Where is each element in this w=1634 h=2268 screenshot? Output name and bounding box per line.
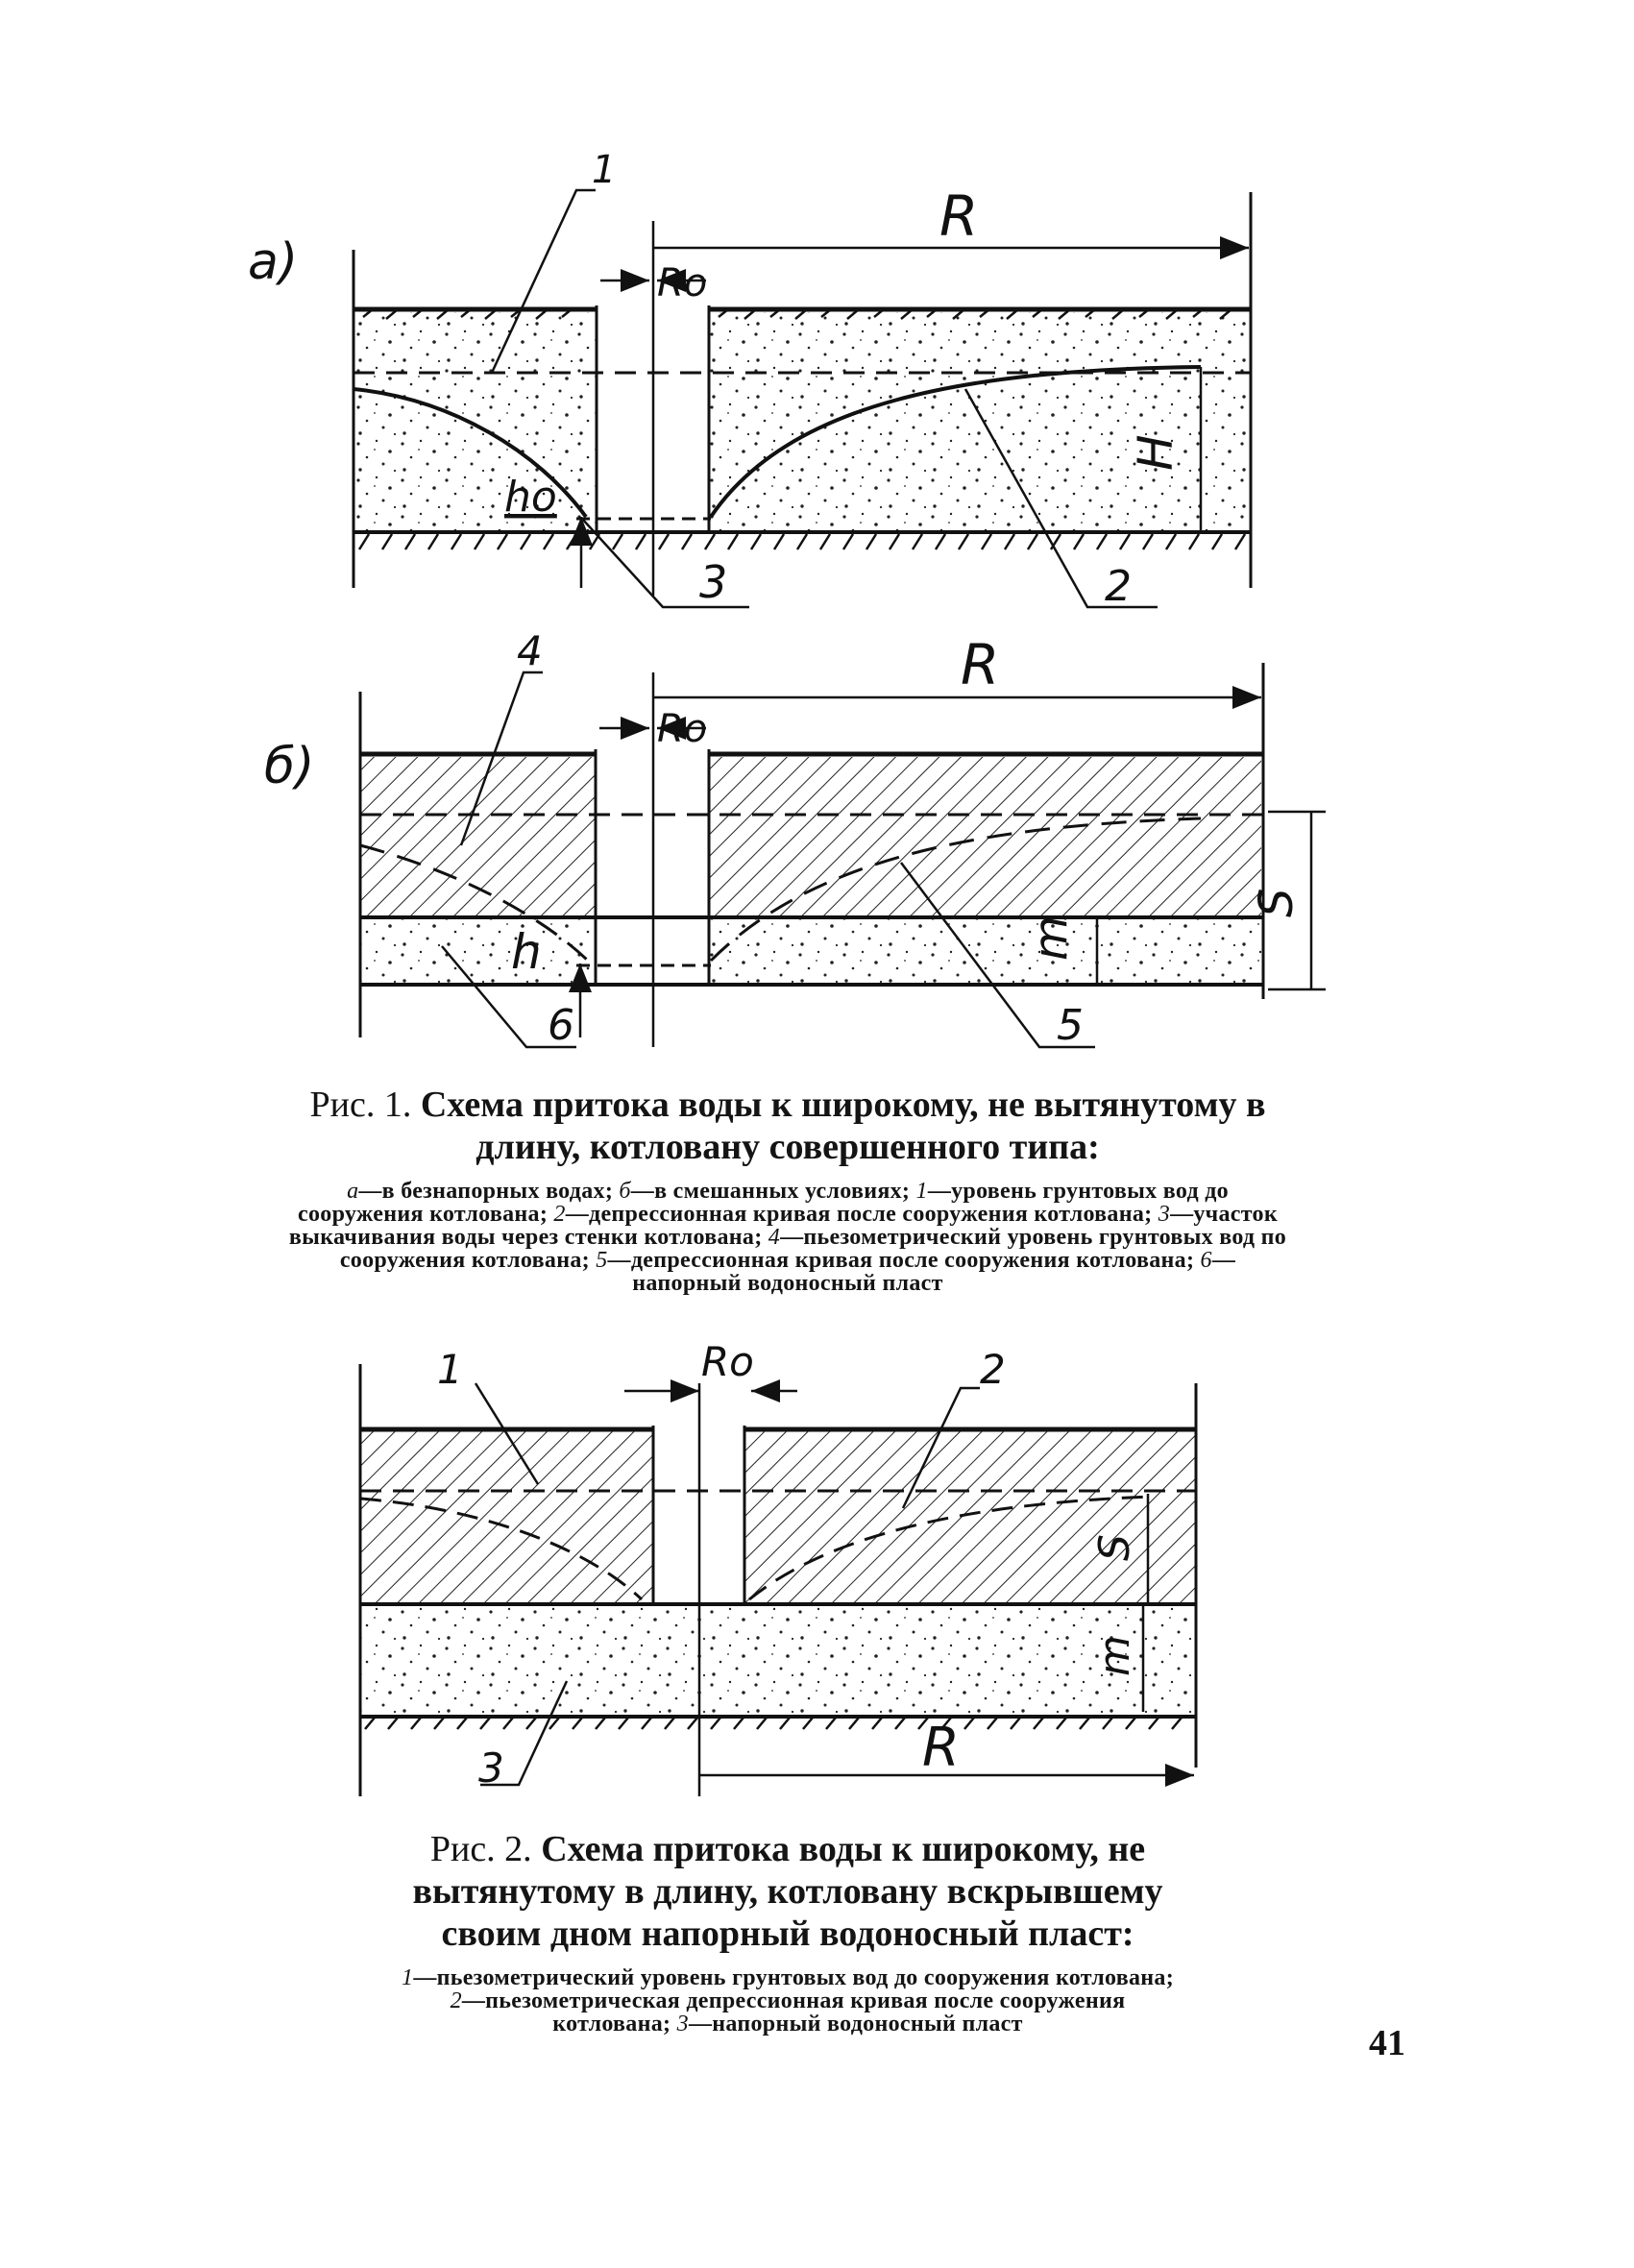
- label-4: 4: [517, 627, 543, 674]
- page-number: 41: [1369, 2023, 1405, 2063]
- sand-layer-right: [709, 312, 1247, 531]
- legend-text: —пьезометрическая депрессионная кривая после сооружения котлована;: [461, 1988, 1126, 2036]
- legend-key: 4: [768, 1225, 781, 1250]
- label-1: 1: [437, 1346, 463, 1393]
- figure2-caption-title: [394, 1828, 1182, 1955]
- figure1-caption-lead: Рис. 1.: [309, 1085, 412, 1125]
- label-Ro: Ro: [701, 1338, 754, 1385]
- label-1: 1: [592, 148, 617, 192]
- legend-key: б: [619, 1179, 631, 1204]
- legend-text: —пьезометрический уровень грунтовых вод по сооружения котлована;: [339, 1225, 1287, 1273]
- clay-layer-right: [744, 1431, 1196, 1604]
- figure1-caption: [288, 1084, 1287, 1295]
- figure1-panel-a: [248, 148, 1251, 611]
- legend-key: а: [347, 1179, 359, 1204]
- legend-text: —участок выкачивания воды через стенки котлована;: [288, 1202, 1278, 1250]
- label-h: h: [511, 924, 542, 980]
- legend-key: 2: [450, 1988, 462, 2013]
- label-R: R: [961, 632, 1000, 697]
- label-3: 3: [699, 556, 728, 608]
- legend-text: —напорный водоносный пласт: [632, 1248, 1236, 1296]
- label-ho: ho: [504, 473, 557, 522]
- legend-key: 5: [596, 1248, 608, 1273]
- legend-text: —в смешанных условиях;: [630, 1179, 916, 1204]
- label-S: S: [1090, 1534, 1139, 1561]
- label-R: R: [922, 1717, 960, 1779]
- legend-key: 3: [676, 2012, 689, 2036]
- label-Ro: Ro: [657, 707, 708, 751]
- label-5: 5: [1057, 1001, 1084, 1050]
- impervious-base-ticks: [365, 1718, 1182, 1729]
- label-2: 2: [980, 1346, 1006, 1393]
- label-m: m: [1090, 1635, 1139, 1676]
- figure2-drawing: [360, 1338, 1196, 1796]
- legend-text: —депрессионная кривая после сооружения котлована;: [607, 1248, 1201, 1273]
- legend-text: —пьезометрический уровень грунтовых вод до сооружения котлована;: [413, 1965, 1174, 1990]
- figure1-caption-title: [288, 1084, 1287, 1168]
- clay-layer-left: [360, 757, 596, 915]
- panel-b-tag: б): [264, 738, 315, 795]
- figure2-caption: [394, 1828, 1182, 2036]
- figure2-caption-lead: Рис. 2.: [429, 1829, 532, 1869]
- label-R: R: [939, 183, 979, 249]
- figure1-caption-text: Схема притока воды к широкому, не вытянутому в длину, котловану совершенного типа:: [420, 1085, 1266, 1167]
- label-Ro: Ro: [657, 261, 708, 305]
- label-S: S: [1250, 888, 1304, 917]
- confined-aquifer-left: [360, 917, 596, 985]
- sand-layer-left: [354, 312, 597, 531]
- impervious-base-ticks: [359, 534, 1245, 549]
- legend-text: —в безнапорных водах;: [358, 1179, 620, 1204]
- legend-text: —уровень грунтовых вод до сооружения котлована;: [298, 1179, 1229, 1227]
- label-m: m: [1024, 915, 1078, 961]
- panel-a-tag: а): [248, 233, 299, 291]
- clay-layer-right: [709, 757, 1261, 915]
- legend-key: 1: [402, 1965, 414, 1990]
- legend-text: —депрессионная кривая после сооружения котлована;: [565, 1202, 1158, 1227]
- figure1-panel-b: [264, 627, 1326, 1050]
- label-2: 2: [1105, 562, 1132, 611]
- legend-key: 3: [1158, 1202, 1171, 1227]
- legend-key: 6: [1200, 1248, 1212, 1273]
- label-6: 6: [548, 1001, 574, 1050]
- confined-aquifer: [360, 1606, 1196, 1717]
- figure2-caption-text: Схема притока воды к широкому, не вытянутому в длину, котловану вскрывшему своим дном напорный водоносный пласт:: [412, 1829, 1163, 1954]
- legend-text: —напорный водоносный пласт: [688, 2012, 1023, 2036]
- legend-key: 2: [553, 1202, 566, 1227]
- label-3: 3: [478, 1744, 504, 1792]
- label-H: H: [1128, 434, 1183, 471]
- clay-layer-left: [360, 1431, 653, 1604]
- legend-key: 1: [915, 1179, 928, 1204]
- figure1-caption-legend: [288, 1180, 1287, 1295]
- figure2-caption-legend: [394, 1966, 1182, 2036]
